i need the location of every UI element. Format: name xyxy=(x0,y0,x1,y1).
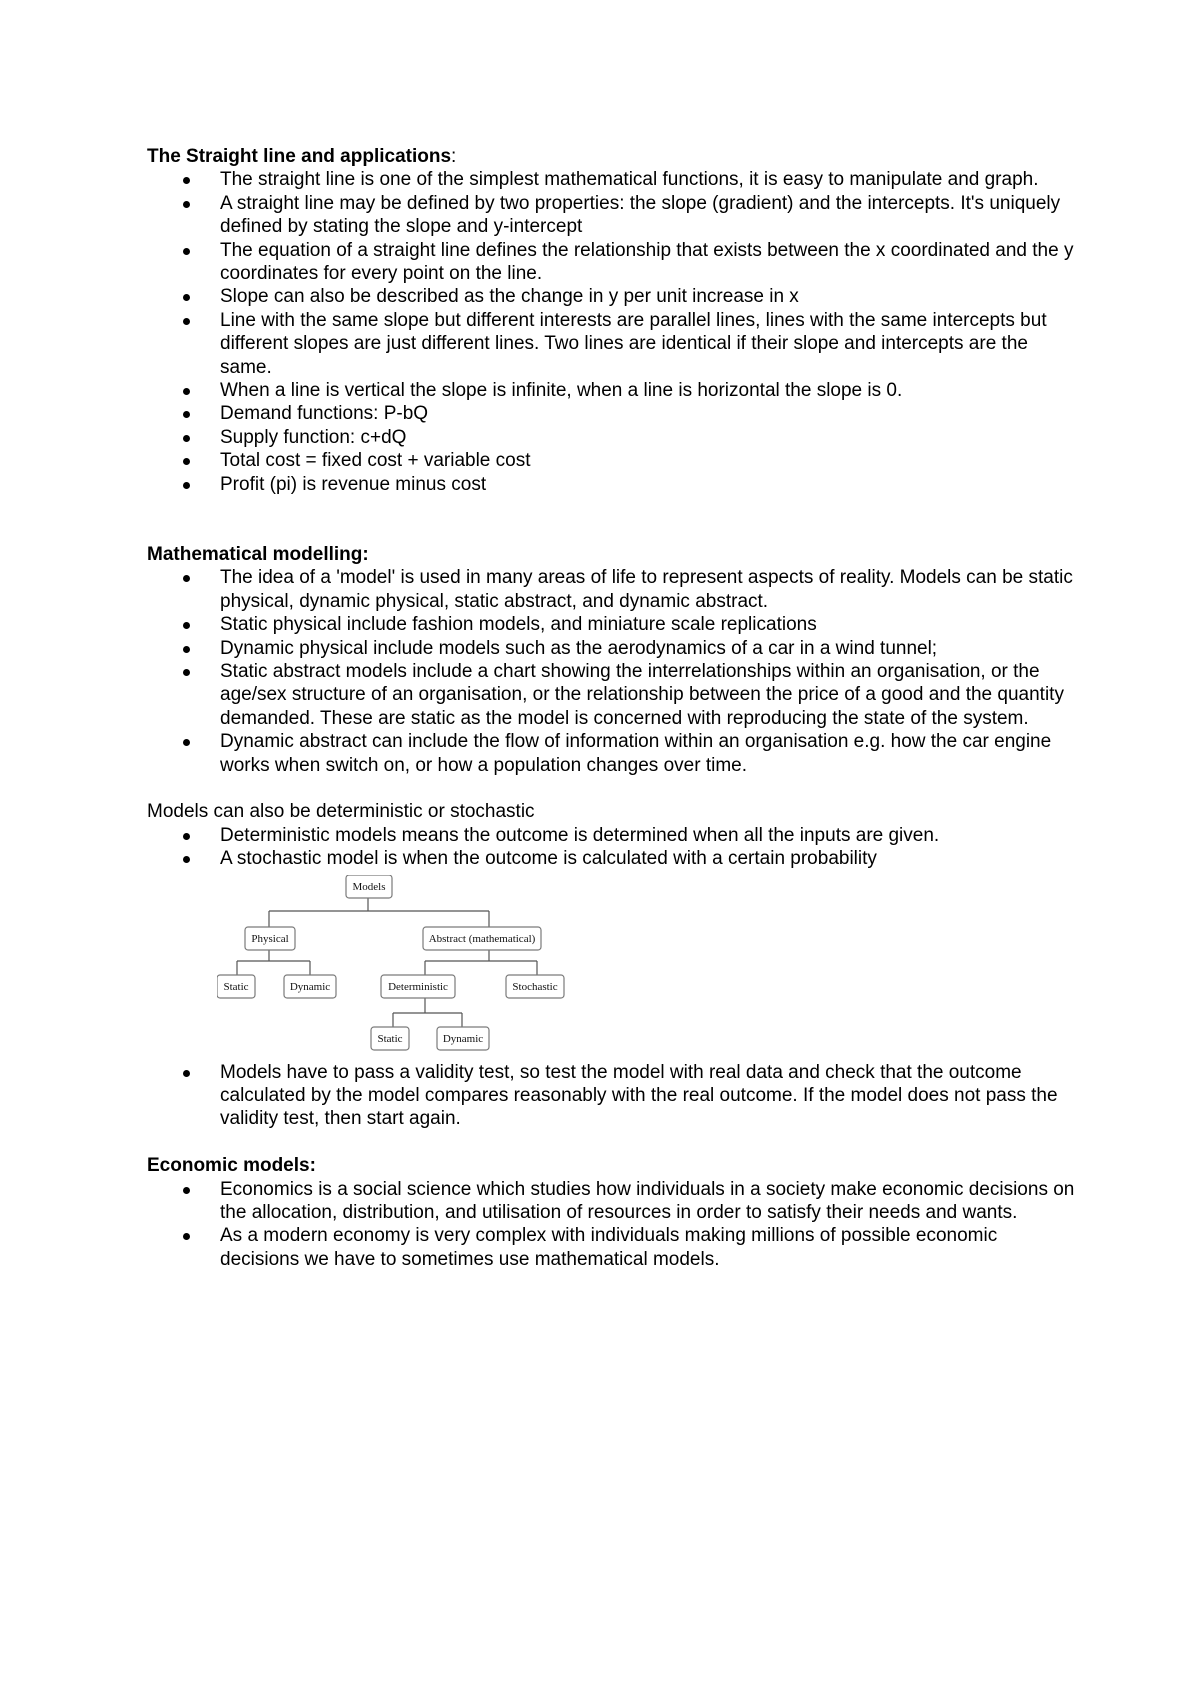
node-label: Deterministic xyxy=(388,980,448,993)
list-item xyxy=(147,449,1077,472)
node-label: Dynamic xyxy=(289,980,331,993)
bullet-list-straight-line xyxy=(147,168,1077,496)
heading-text: The Straight line and applications xyxy=(147,146,452,167)
list-item-text: Deterministic models means the outcome is determined when all the inputs are given. xyxy=(220,824,940,846)
list-item xyxy=(147,402,1077,425)
bullet-list-modelling xyxy=(147,566,1077,777)
node-label: Physical xyxy=(251,932,289,945)
list-item xyxy=(147,1061,1077,1131)
list-item-text: Supply function: c+dQ xyxy=(220,426,407,448)
bullet-icon xyxy=(183,435,190,442)
document-page xyxy=(147,145,1077,1271)
node-physical xyxy=(245,927,295,950)
node-physical-static xyxy=(217,975,255,998)
heading-colon: : xyxy=(451,146,457,167)
list-item xyxy=(147,192,1077,239)
connector xyxy=(393,997,462,1027)
node-models xyxy=(346,875,392,898)
bullet-icon xyxy=(183,482,190,489)
list-item xyxy=(147,566,1077,613)
list-item-text: Models have to pass a validity test, so test the model with real data and check that the outcome calculated by the model compares reasonably with the real outcome. If the model does not pass the validity test, then start again. xyxy=(220,1061,1058,1130)
list-item-text: Line with the same slope but different interests are parallel lines, lines with the same intercepts but different slopes are just different lines. Two lines are identical if their slope and intercepts are the same. xyxy=(220,309,1047,378)
bullet-icon xyxy=(183,622,190,629)
section-heading-straight-line xyxy=(147,145,1077,168)
list-item-text: A stochastic model is when the outcome is calculated with a certain probability xyxy=(220,848,877,870)
bullet-list-det-stoch xyxy=(147,824,1077,871)
bullet-icon xyxy=(183,294,190,301)
connector xyxy=(425,949,537,975)
list-item xyxy=(147,824,1077,847)
bullet-icon xyxy=(183,318,190,325)
connector xyxy=(269,897,489,927)
bullet-icon xyxy=(183,646,190,653)
bullet-list-validity xyxy=(147,1061,1077,1131)
list-item xyxy=(147,730,1077,777)
list-item xyxy=(147,473,1077,496)
section-heading-economic: Economic models: xyxy=(147,1155,316,1177)
node-physical-dynamic xyxy=(284,975,336,998)
list-item xyxy=(147,1178,1077,1225)
bullet-icon xyxy=(183,1187,190,1194)
list-item xyxy=(147,426,1077,449)
node-label: Dynamic xyxy=(442,1032,484,1045)
node-label: Static xyxy=(223,980,249,993)
list-item-text: Economics is a social science which studies how individuals in a society make economic decisions on the allocation, distribution, and utilisation of resources in order to satisfy their needs and wants. xyxy=(220,1178,1075,1223)
node-deterministic xyxy=(381,975,455,998)
node-label: Stochastic xyxy=(512,980,558,993)
models-tree-diagram xyxy=(147,875,1077,1057)
list-item-text: When a line is vertical the slope is infinite, when a line is horizontal the slope is 0. xyxy=(220,380,903,402)
list-item xyxy=(147,637,1077,660)
bullet-icon xyxy=(183,833,190,840)
list-item-text: The equation of a straight line defines the relationship that exists between the x coordinated and the y coordinates for every point on the line. xyxy=(220,239,1074,285)
list-item-text: Slope can also be described as the change in y per unit increase in x xyxy=(220,286,799,308)
list-item xyxy=(147,239,1077,286)
list-item-text: The idea of a 'model' is used in many areas of life to represent aspects of reality. Models can be static physical, dynamic physical, static abstract, and dynamic abstract. xyxy=(220,567,1073,612)
list-item xyxy=(147,309,1077,379)
bullet-list-economic xyxy=(147,1178,1077,1272)
list-item xyxy=(147,847,1077,870)
list-item-text: The straight line is one of the simplest mathematical functions, it is easy to manipulate and graph. xyxy=(220,169,1039,191)
bullet-icon xyxy=(183,1233,190,1240)
bullet-icon xyxy=(183,669,190,676)
bullet-icon xyxy=(183,177,190,184)
bullet-icon xyxy=(183,411,190,418)
node-label: Models xyxy=(352,880,386,893)
spacer xyxy=(147,777,1077,800)
list-item xyxy=(147,1224,1077,1271)
spacer xyxy=(147,1131,1077,1154)
node-abstract xyxy=(423,927,541,950)
list-item xyxy=(147,285,1077,308)
bullet-icon xyxy=(183,856,190,863)
list-item xyxy=(147,613,1077,636)
node-label: Static xyxy=(377,1032,403,1045)
list-item-text: A straight line may be defined by two properties: the slope (gradient) and the intercepts. It's uniquely defined by stating the slope and y-intercept xyxy=(220,192,1061,238)
node-stochastic xyxy=(506,975,564,998)
bullet-icon xyxy=(183,1070,190,1077)
node-label: Abstract (mathematical) xyxy=(428,932,536,945)
list-item-text: Profit (pi) is revenue minus cost xyxy=(220,473,487,495)
connector xyxy=(237,949,310,975)
list-item-text: As a modern economy is very complex with individuals making millions of possible economic decisions we have to sometimes use mathematical models. xyxy=(220,1225,998,1270)
list-item-text: Total cost = fixed cost + variable cost xyxy=(220,450,531,472)
spacer xyxy=(147,496,1077,543)
list-item-text: Dynamic abstract can include the flow of information within an organisation e.g. how the car engine works when switch on, or how a population changes over time. xyxy=(220,731,1052,776)
bullet-icon xyxy=(183,248,190,255)
list-item xyxy=(147,168,1077,191)
section-heading-modelling: Mathematical modelling: xyxy=(147,543,369,565)
list-item-text: Demand functions: P-bQ xyxy=(220,403,429,425)
node-det-static xyxy=(371,1027,409,1050)
paragraph-deterministic-stochastic: Models can also be deterministic or stochastic xyxy=(147,801,535,823)
list-item-text: Static physical include fashion models, and miniature scale replications xyxy=(220,614,817,636)
list-item xyxy=(147,379,1077,402)
bullet-icon xyxy=(183,458,190,465)
list-item-text: Dynamic physical include models such as the aerodynamics of a car in a wind tunnel; xyxy=(220,637,938,659)
bullet-icon xyxy=(183,201,190,208)
bullet-icon xyxy=(183,575,190,582)
bullet-icon xyxy=(183,388,190,395)
list-item xyxy=(147,660,1077,730)
node-det-dynamic xyxy=(437,1027,489,1050)
bullet-icon xyxy=(183,739,190,746)
list-item-text: Static abstract models include a chart showing the interrelationships within an organisation, or the age/sex structure of an organisation, or the relationship between the price of a good and the quantity demanded. These are static as the model is concerned with reproducing the state of the system. xyxy=(220,660,1064,729)
models-tree-svg xyxy=(217,875,587,1055)
